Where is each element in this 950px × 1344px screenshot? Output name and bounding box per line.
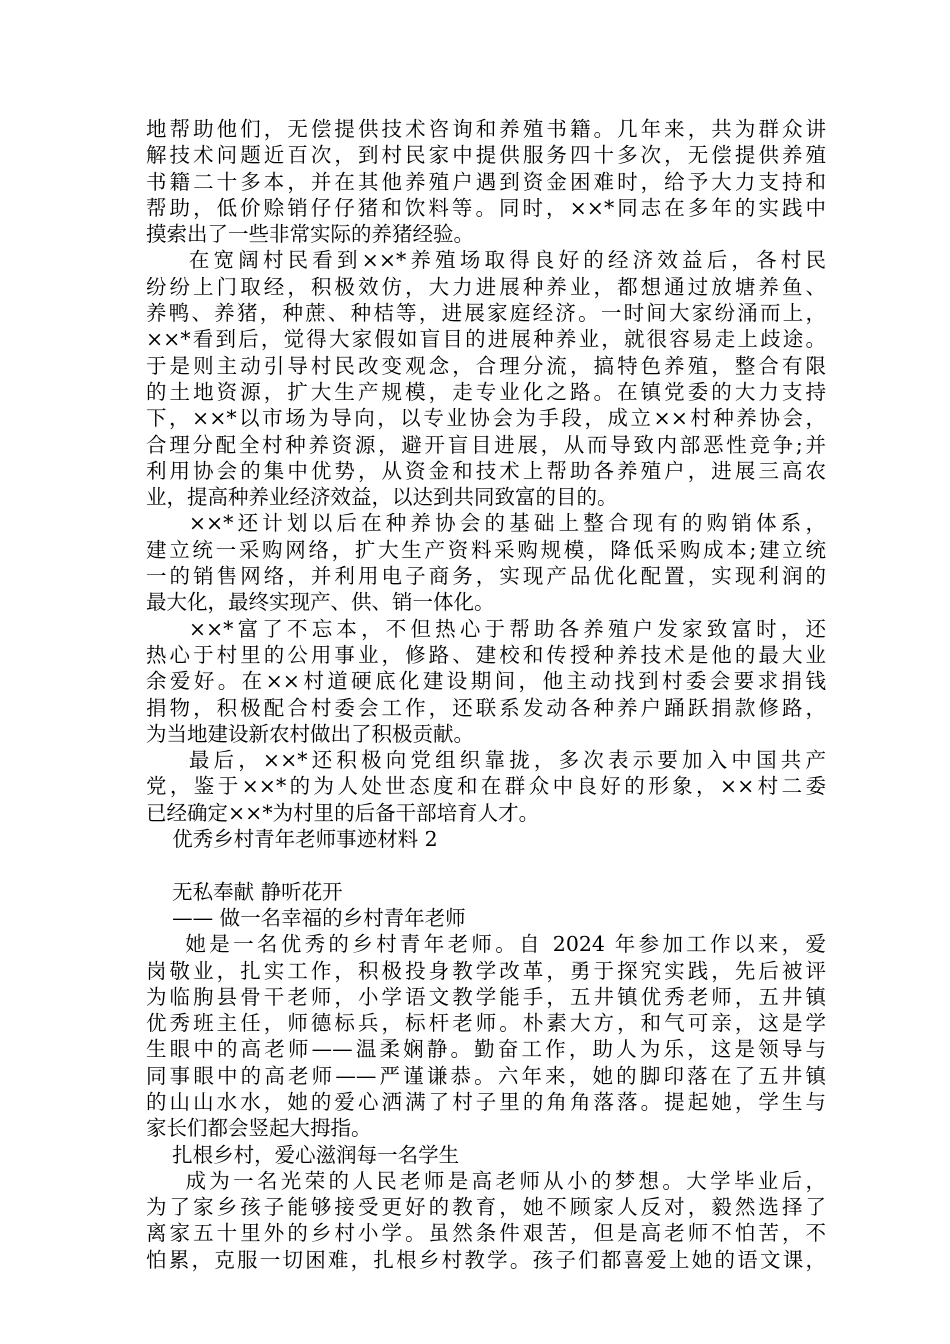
text-line: 怕累，克服一切困难，扎根乡村教学。孩子们都喜爱上她的语文课，	[146, 1247, 826, 1272]
text-line: 热心于村里的公用事业，修路、建校和传授种养技术是他的最大业	[146, 642, 826, 667]
text-line: 为临朐县骨干老师，小学语文教学能手，五井镇优秀老师，五井镇	[146, 984, 826, 1009]
text-line: 岗敬业，扎实工作，积极投身教学改革，勇于探究实践，先后被评	[146, 958, 826, 983]
article-subtitle: —— 做一名幸福的乡村青年老师	[146, 905, 466, 930]
text-line: 建立统一采购网络，扩大生产资料采购规模，降低采购成本;建立统	[146, 537, 826, 562]
text-line: 的山山水水，她的爱心洒满了村子里的角角落落。提起她，学生与	[146, 1089, 826, 1114]
text-line: 最大化，最终实现产、供、销一体化。	[146, 590, 495, 615]
blank-line	[146, 852, 826, 878]
text-line: ××*富了不忘本，不但热心于帮助各养殖户发家致富时，还	[146, 616, 826, 641]
text-line: 她是一名优秀的乡村青年老师。自 2024 年参加工作以来，爱	[146, 932, 826, 957]
text-line: 党，鉴于××*的为人处世态度和在群众中良好的形象，××村二委	[146, 774, 826, 799]
document-body	[146, 116, 826, 1273]
text-line: 纷纷上门取经，积极效仿，大力进展种养业，都想通过放塘养鱼、	[146, 274, 826, 299]
text-line: 书籍二十多本，并在其他养殖户遇到资金困难时，给予大力支持和	[146, 169, 826, 194]
text-line: 为当地建设新农村做出了积极贡献。	[146, 721, 474, 746]
text-line: 业，提高种养业经济效益，以达到共同致富的目的。	[146, 485, 618, 510]
text-line: 家长们都会竖起大拇指。	[146, 1116, 372, 1141]
text-line: 优秀班主任，师德标兵，标杆老师。朴素大方，和气可亲，这是学	[146, 1011, 826, 1036]
section-subheading: 扎根乡村，爱心滋润每一名学生	[146, 1142, 460, 1167]
text-line: 在宽阔村民看到××*养殖场取得良好的经济效益后，各村民	[146, 248, 826, 273]
text-line: 成为一名光荣的人民老师是高老师从小的梦想。大学毕业后，	[146, 1168, 826, 1193]
text-line: 于是则主动引导村民改变观念，合理分流，搞特色养殖，整合有限	[146, 353, 826, 378]
text-line: 利用协会的集中优势，从资金和技术上帮助各养殖户，进展三高农	[146, 458, 826, 483]
text-line: 余爱好。在××村道硬底化建设期间，他主动找到村委会要求捐钱	[146, 669, 826, 694]
section-heading: 优秀乡村青年老师事迹材料 2	[146, 827, 438, 852]
text-line: 养鸭、养猪，种蔗、种桔等，进展家庭经济。一时间大家纷涌而上，	[146, 301, 826, 326]
text-line: 帮助，低价赊销仔仔猪和饮料等。同时，××*同志在多年的实践中	[146, 195, 826, 220]
text-line: 下，××*以市场为导向，以专业协会为手段，成立××村种养协会，	[146, 406, 826, 431]
text-line: 一的销售网络，并利用电子商务，实现产品优化配置，实现利润的	[146, 564, 826, 589]
text-line: 生眼中的高老师——温柔娴静。勤奋工作，助人为乐，这是领导与	[146, 1037, 826, 1062]
text-line: 已经确定××*为村里的后备干部培育人才。	[146, 800, 540, 825]
text-line: 摸索出了一些非常实际的养猪经验。	[146, 222, 474, 247]
text-line: 解技术问题近百次，到村民家中提供服务四十多次，无偿提供养殖	[146, 143, 826, 168]
text-line: 捐物，积极配合村委会工作，还联系发动各种养户踊跃捐款修路，	[146, 695, 826, 720]
text-line: 的土地资源，扩大生产规模，走专业化之路。在镇党委的大力支持	[146, 379, 826, 404]
text-line: 离家五十里外的乡村小学。虽然条件艰苦，但是高老师不怕苦，不	[146, 1221, 826, 1246]
text-line: 最后，××*还积极向党组织靠拢，多次表示要加入中国共产	[146, 748, 826, 773]
text-line: ××*还计划以后在种养协会的基础上整合现有的购销体系，	[146, 511, 826, 536]
text-line: ××*看到后，觉得大家假如盲目的进展种养业，就很容易走上歧途。	[146, 327, 826, 352]
text-line: 地帮助他们，无偿提供技术咨询和养殖书籍。几年来，共为群众讲	[146, 117, 826, 141]
text-line: 同事眼中的高老师——严谨谦恭。六年来，她的脚印落在了五井镇	[146, 1063, 826, 1088]
text-line: 为了家乡孩子能够接受更好的教育，她不顾家人反对，毅然选择了	[146, 1195, 826, 1220]
article-title: 无私奉献 静听花开	[146, 879, 343, 904]
text-line: 合理分配全村种养资源，避开盲目进展，从而导致内部恶性竞争;并	[146, 432, 826, 457]
